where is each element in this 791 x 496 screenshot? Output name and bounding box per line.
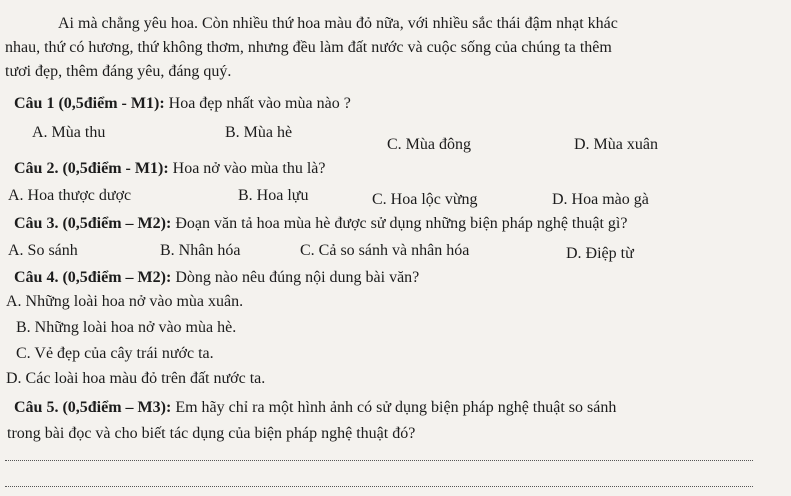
q2-option-d: D. Hoa mào gà	[552, 191, 649, 208]
question-3-label: Câu 3. (0,5điểm – M2):	[14, 215, 172, 232]
q2-option-b: B. Hoa lựu	[238, 187, 309, 204]
q4-option-d: D. Các loài hoa màu đỏ trên đất nước ta.	[6, 370, 266, 387]
q4-option-a: A. Những loài hoa nở vào mùa xuân.	[6, 293, 244, 310]
question-5	[14, 398, 616, 418]
q2-option-a: A. Hoa thược dược	[8, 187, 132, 204]
question-4-text: Dòng nào nêu đúng nội dung bài văn?	[175, 269, 420, 286]
q1-option-a: A. Mùa thu	[32, 124, 106, 141]
q3-option-d: D. Điệp từ	[566, 245, 634, 262]
q3-option-b: B. Nhân hóa	[160, 242, 241, 259]
question-4	[14, 268, 419, 288]
question-1	[14, 94, 351, 114]
passage-line-1: Ai mà chẳng yêu hoa. Còn nhiều thứ hoa màu đỏ nữa, với nhiều sắc thái đậm nhạt khác	[58, 15, 618, 32]
question-2-text: Hoa nở vào mùa thu là?	[172, 160, 326, 177]
question-4-label: Câu 4. (0,5điểm – M2):	[14, 269, 172, 286]
q1-option-b: B. Mùa hè	[225, 124, 293, 141]
q4-option-b: B. Những loài hoa nở vào mùa hè.	[16, 319, 237, 336]
question-5-label: Câu 5. (0,5điểm – M3):	[14, 399, 172, 416]
q2-option-c: C. Hoa lộc vừng	[372, 191, 478, 208]
answer-line-1[interactable]	[5, 460, 753, 461]
q3-option-c: C. Cả so sánh và nhân hóa	[300, 242, 470, 259]
question-3	[14, 214, 627, 234]
q1-option-d: D. Mùa xuân	[574, 136, 658, 153]
q3-option-a: A. So sánh	[8, 242, 78, 259]
question-3-text: Đoạn văn tả hoa mùa hè được sử dụng những biện pháp nghệ thuật gì?	[175, 215, 628, 232]
passage-line-3: tươi đẹp, thêm đáng yêu, đáng quý.	[5, 63, 232, 80]
passage-line-2: nhau, thứ có hương, thứ không thơm, nhưng đều làm đất nước và cuộc sống của chúng ta thêm	[5, 39, 612, 56]
question-1-text: Hoa đẹp nhất vào mùa nào ?	[168, 95, 351, 112]
question-2	[14, 159, 326, 179]
question-1-label: Câu 1 (0,5điểm - M1):	[14, 95, 165, 112]
answer-line-2[interactable]	[5, 486, 753, 487]
q4-option-c: C. Vẻ đẹp của cây trái nước ta.	[16, 345, 214, 362]
q1-option-c: C. Mùa đông	[387, 136, 471, 153]
question-2-label: Câu 2. (0,5điểm - M1):	[14, 160, 169, 177]
question-5-text: Em hãy chỉ ra một hình ảnh có sử dụng biện pháp nghệ thuật so sánh	[175, 399, 617, 416]
question-5-text-continued: trong bài đọc và cho biết tác dụng của biện pháp nghệ thuật đó?	[7, 425, 416, 442]
